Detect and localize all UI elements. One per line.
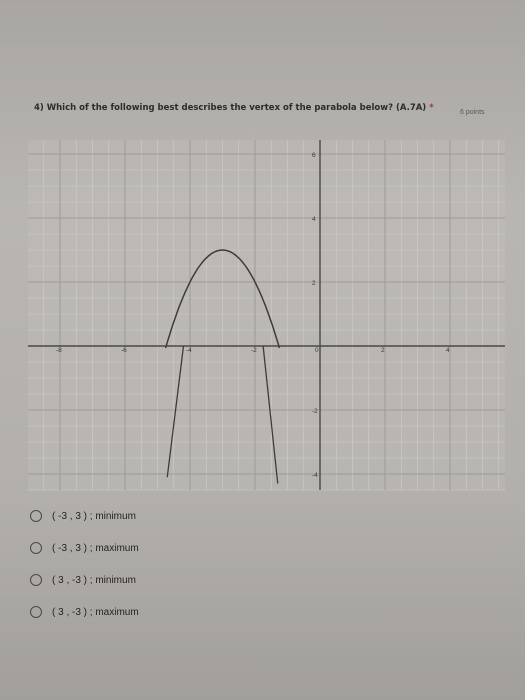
y-tick-label: 2	[312, 280, 316, 287]
radio-button[interactable]	[30, 510, 42, 522]
radio-button[interactable]	[30, 606, 42, 618]
x-tick-label: -8	[56, 347, 62, 354]
y-tick-label: -2	[312, 408, 318, 415]
answer-options	[30, 500, 139, 628]
points-label: 6 points	[460, 109, 485, 116]
question-prompt: 4) Which of the following best describes the vertex of the parabola below? (A.7A)	[34, 103, 427, 113]
option-2[interactable]	[30, 532, 139, 564]
y-tick-label: 6	[312, 152, 316, 159]
option-label: ( -3 , 3 ) ; minimum	[52, 510, 136, 522]
option-4[interactable]	[30, 596, 139, 628]
option-1[interactable]	[30, 500, 139, 532]
radio-button[interactable]	[30, 542, 42, 554]
x-tick-label: -2	[251, 347, 257, 354]
x-tick-label: -4	[186, 347, 192, 354]
radio-button[interactable]	[30, 574, 42, 586]
option-label: ( 3 , -3 ) ; minimum	[52, 574, 136, 586]
x-tick-label: 0	[315, 347, 319, 354]
y-tick-label: -4	[312, 472, 318, 479]
option-3[interactable]	[30, 564, 139, 596]
option-label: ( -3 , 3 ) ; maximum	[52, 542, 139, 554]
x-tick-label: -6	[121, 347, 127, 354]
x-tick-label: 2	[381, 347, 385, 354]
option-label: ( 3 , -3 ) ; maximum	[52, 606, 139, 618]
x-tick-label: 4	[446, 347, 450, 354]
required-mark: *	[429, 103, 434, 113]
y-tick-label: 4	[312, 216, 316, 223]
